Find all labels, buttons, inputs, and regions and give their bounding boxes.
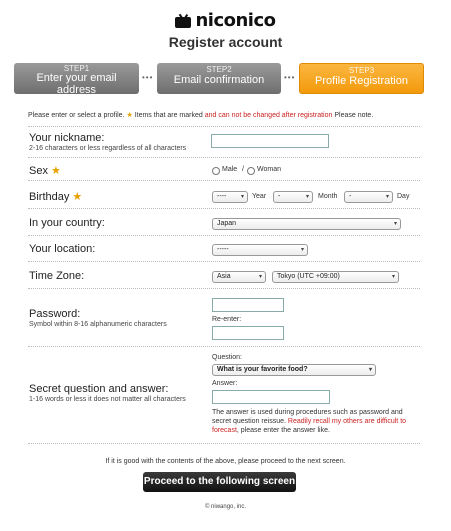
secret-help: 1-16 words or less it does not matter all characters xyxy=(29,396,186,403)
divider xyxy=(28,180,420,181)
timezone-region-value: Asia xyxy=(217,273,231,280)
chevron-down-icon: ▾ xyxy=(368,367,372,373)
chevron-down-icon: ▾ xyxy=(305,194,309,200)
birthday-month-value: - xyxy=(278,193,281,200)
password-reenter-label: Re-enter: xyxy=(212,316,242,323)
birthday-year-select[interactable] xyxy=(212,191,248,203)
country-label: In your country: xyxy=(29,217,105,229)
secret-note-warning: Readily recall my others are difficult to forecast xyxy=(212,418,407,434)
secret-answer-input[interactable] xyxy=(212,390,330,404)
sex-male-label: Male xyxy=(222,166,238,173)
secret-question-value: What is your favorite food? xyxy=(217,366,308,373)
sex-label xyxy=(29,164,61,177)
step-1 xyxy=(14,63,139,94)
star-icon: ★ xyxy=(51,165,61,177)
page-title: Register account xyxy=(168,34,283,50)
chevron-down-icon: ▾ xyxy=(393,221,397,227)
step-2-number: STEP2 xyxy=(206,65,232,74)
birthday-month-unit: Month xyxy=(318,193,338,200)
chevron-down-icon: ▾ xyxy=(300,247,304,253)
password-input[interactable] xyxy=(212,298,284,312)
step-1-label-line1: Enter your email xyxy=(36,72,117,85)
timezone-zone-select[interactable] xyxy=(272,271,399,283)
divider xyxy=(28,157,420,158)
divider xyxy=(28,126,420,127)
logo-text: niconico xyxy=(195,10,276,31)
chevron-down-icon: ▾ xyxy=(385,194,389,200)
divider xyxy=(28,208,420,209)
sex-woman-radio[interactable] xyxy=(247,167,255,175)
step-separator: ••• xyxy=(142,73,154,82)
birthday-year-value: ---- xyxy=(217,193,227,200)
notice-text: Items that are marked xyxy=(134,112,203,119)
divider xyxy=(28,288,420,289)
timezone-zone-value: Tokyo (UTC +09:00) xyxy=(277,273,340,280)
step-1-label-line2: address xyxy=(56,83,97,96)
password-help: Symbol within 8-16 alphanumeric characters xyxy=(29,321,167,328)
chevron-down-icon: ▾ xyxy=(240,194,244,200)
location-label: Your location: xyxy=(29,243,96,255)
location-select[interactable] xyxy=(212,244,308,256)
tv-icon xyxy=(175,14,191,28)
sex-label-text: Sex xyxy=(29,165,48,177)
password-reenter-input[interactable] xyxy=(212,326,284,340)
step-3-current xyxy=(299,63,424,94)
location-value: ----- xyxy=(217,246,229,253)
divider xyxy=(28,346,420,347)
secret-answer-note xyxy=(212,408,412,435)
country-select[interactable] xyxy=(212,218,401,230)
divider xyxy=(28,235,420,236)
step-separator: ••• xyxy=(284,73,296,82)
nickname-help: 2-16 characters or less regardless of all characters xyxy=(29,145,187,152)
copyright: © niwango, inc. xyxy=(204,504,247,510)
notice-text: Please note. xyxy=(334,112,374,119)
star-icon: ★ xyxy=(72,191,83,203)
chevron-down-icon: ▾ xyxy=(391,274,395,280)
step-2 xyxy=(157,63,281,94)
password-label: Password: xyxy=(29,308,81,320)
divider xyxy=(28,443,420,444)
notice-text: Please enter or select a profile. xyxy=(28,112,125,119)
secret-note-text: The answer is used during procedures such as password and secret question reissue. xyxy=(212,409,403,425)
sex-separator: / xyxy=(242,166,244,173)
divider xyxy=(28,261,420,262)
step-3-label: Profile Registration xyxy=(315,75,408,88)
birthday-day-unit: Day xyxy=(397,193,410,200)
step-2-label: Email confirmation xyxy=(173,74,265,87)
form-notice xyxy=(28,111,373,119)
notice-warning: and can not be changed after registration xyxy=(204,112,333,119)
secret-label: Secret question and answer: xyxy=(29,383,169,395)
star-icon: ★ xyxy=(126,112,133,119)
proceed-button[interactable]: Proceed to the following screen xyxy=(143,472,296,492)
logo xyxy=(0,10,451,32)
secret-question-label: Question: xyxy=(212,354,242,361)
birthday-year-unit: Year xyxy=(252,193,267,200)
timezone-label: Time Zone: xyxy=(29,270,85,282)
step-3-number: STEP3 xyxy=(348,66,375,75)
proceed-message: If it is good with the contents of the above, please proceed to the next screen. xyxy=(105,458,346,465)
birthday-label xyxy=(29,190,82,203)
timezone-region-select[interactable] xyxy=(212,271,266,283)
secret-note-text: , please enter the answer like. xyxy=(236,427,330,434)
country-value: Japan xyxy=(217,220,237,227)
sex-woman-label: Woman xyxy=(257,166,281,173)
birthday-month-select[interactable] xyxy=(273,191,313,203)
chevron-down-icon: ▾ xyxy=(258,274,262,280)
secret-question-select[interactable] xyxy=(212,364,376,376)
nickname-label: Your nickname: xyxy=(29,132,105,144)
step-1-number: STEP1 xyxy=(63,64,90,73)
nickname-input[interactable] xyxy=(211,134,329,148)
birthday-day-value: - xyxy=(349,193,352,200)
birthday-day-select[interactable] xyxy=(344,191,393,203)
sex-male-radio[interactable] xyxy=(212,167,220,175)
secret-answer-label: Answer: xyxy=(212,380,238,387)
birthday-label-text: Birthday xyxy=(29,191,70,203)
